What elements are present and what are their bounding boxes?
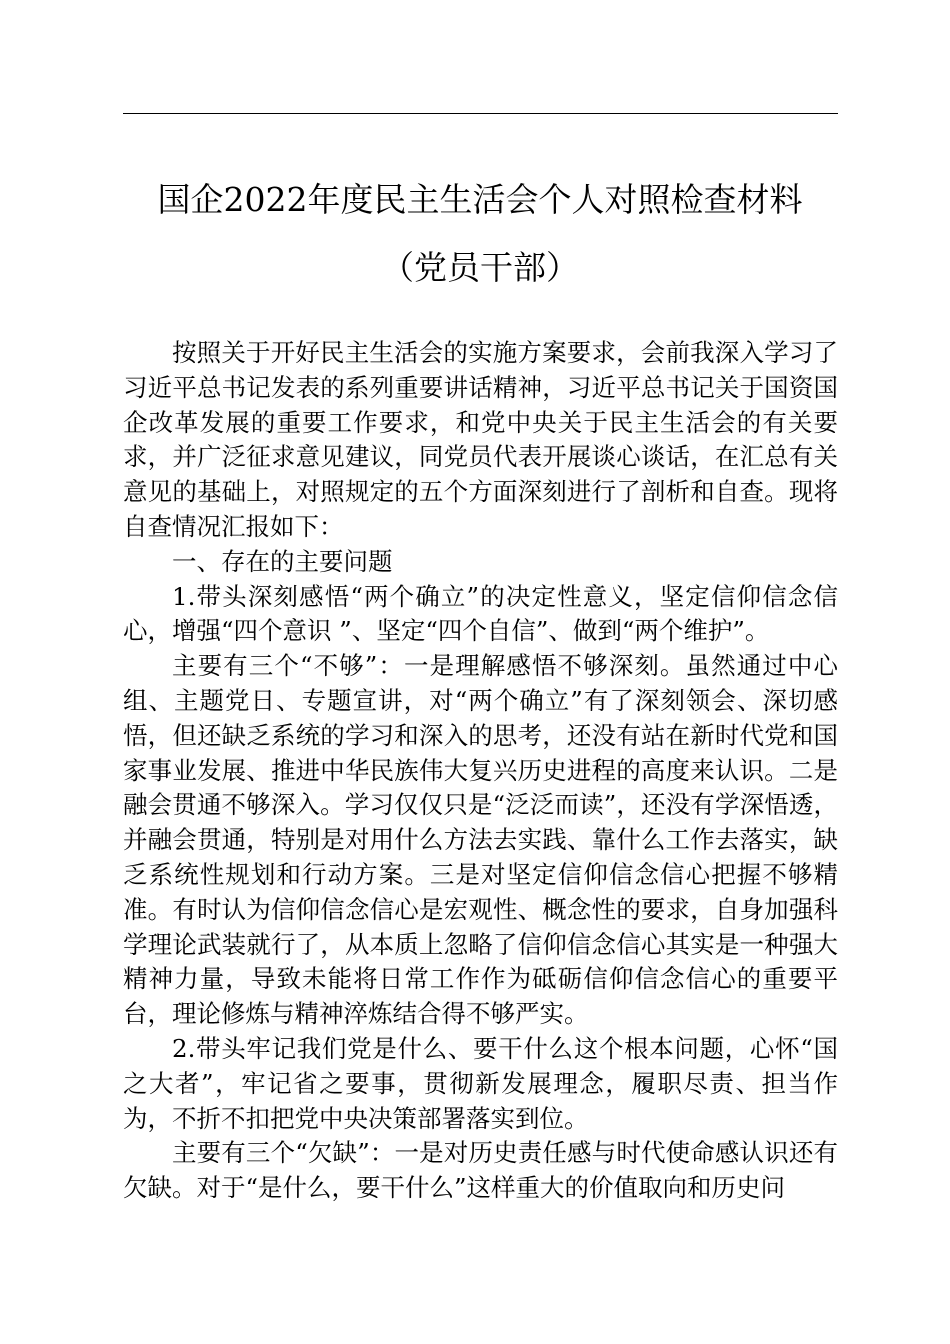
paragraph-item-1: 1.带头深刻感悟“两个确立”的决定性意义，坚定信仰信念信心，增强“四个意识 ”、坚定“四个自信”、做到“两个维护”。 <box>123 581 838 646</box>
section-heading-problems: 一、存在的主要问题 <box>172 546 393 576</box>
header-rule <box>123 113 838 114</box>
paragraph-item-1-detail: 主要有三个“不够”：一是理解感悟不够深刻。虽然通过中心组、主题党日、专题宣讲，对“两个确立”有了深刻领会、深切感悟，但还缺乏系统的学习和深入的思考，还没有站在新时代党和国家事业发展、推进中华民族伟大复兴历史进程的高度来认识。二是融会贯通不够深入。学习仅仅只是“泛泛而读”，还没有学深悟透，并融会贯通，特别是对用什么方法去实践、靠什么工作去落实，缺乏系统性规划和行动方案。三是对坚定信仰信念信心把握不够精准。有时认为信仰信念信心是宏观性、概念性的要求，自身加强科学理论武装就行了，从本质上忽略了信仰信念信心其实是一种强大精神力量，导致未能将日常工作作为砥砺信仰信念信心的重要平台，理论修炼与精神淬炼结合得不够严实。 <box>123 651 838 1029</box>
paragraph-item-2: 2.带头牢记我们党是什么、要干什么这个根本问题，心怀“国之大者”，牢记省之要事，贯彻新发展理念，履职尽责、担当作为，不折不扣把党中央决策部署落实到位。 <box>123 1033 838 1133</box>
document-title: 国企2022年度民主生活会个人对照检查材料 <box>157 180 803 219</box>
document-subtitle: （党员干部） <box>381 248 579 287</box>
paragraph-item-2-detail: 主要有三个“欠缺”：一是对历史责任感与时代使命感认识还有欠缺。对于“是什么，要干什么”这样重大的价值取向和历史问 <box>123 1138 838 1203</box>
paragraph-intro: 按照关于开好民主生活会的实施方案要求，会前我深入学习了习近平总书记发表的系列重要讲话精神，习近平总书记关于国资国企改革发展的重要工作要求，和党中央关于民主生活会的有关要求，并广泛征求意见建议，同党员代表开展谈心谈话，在汇总有关意见的基础上，对照规定的五个方面深刻进行了剖析和自查。现将自查情况汇报如下： <box>123 338 838 541</box>
document-body <box>123 336 838 1206</box>
